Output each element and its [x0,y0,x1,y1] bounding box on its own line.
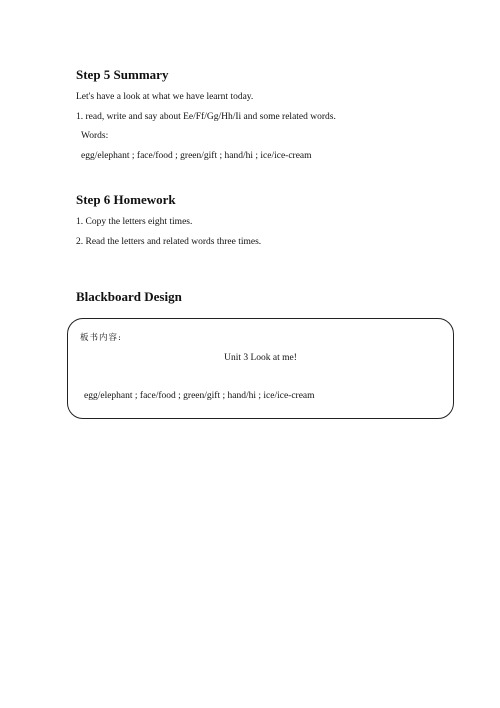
summary-heading: Step 5 Summary [76,67,169,82]
blackboard-words: egg/elephant ; face/food ; green/gift ; hand/hi ; ice/ice-cream [84,391,315,401]
blackboard-box [67,318,454,419]
summary-words: egg/elephant ; face/food ; green/gift ; hand/hi ; ice/ice-cream [81,151,312,161]
blackboard-heading: Blackboard Design [76,289,182,304]
blackboard-label: 板书内容: [80,333,122,343]
blackboard-title: Unit 3 Look at me! [224,353,297,363]
homework-item-2: 2. Read the letters and related words three times. [76,237,262,247]
summary-intro: Let's have a look at what we have learnt today. [76,92,254,102]
homework-item-1: 1. Copy the letters eight times. [76,217,193,227]
summary-item-1: 1. read, write and say about Ee/Ff/Gg/Hh/Ii and some related words. [76,112,336,122]
summary-words-label: Words: [81,131,109,141]
homework-heading: Step 6 Homework [76,192,176,207]
